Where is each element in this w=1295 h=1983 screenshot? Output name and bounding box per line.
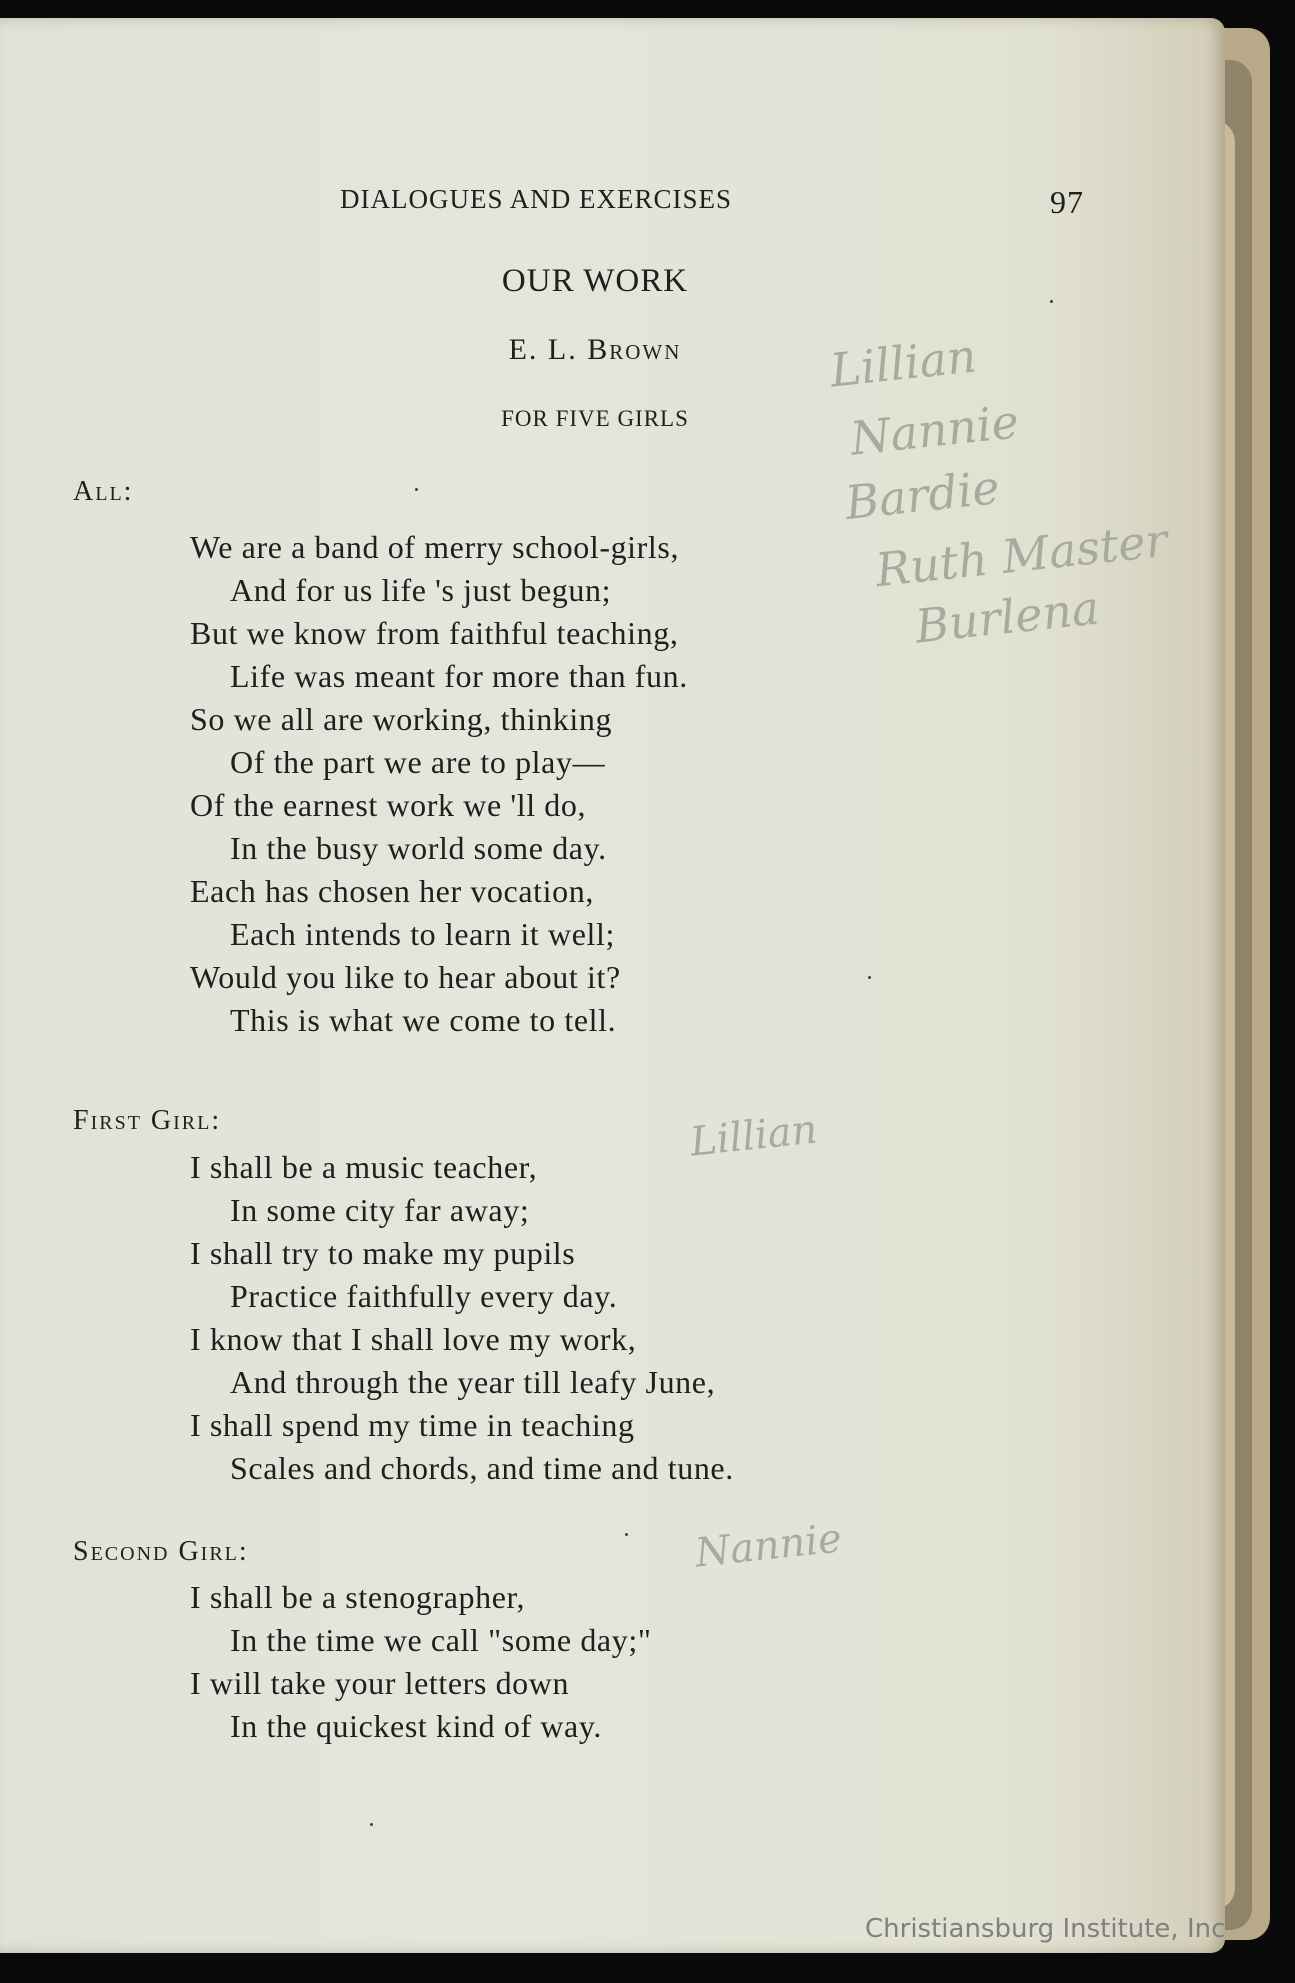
paper-speck [1050,300,1053,303]
piece-subtitle: FOR FIVE GIRLS [501,406,689,431]
verse-line: Life was meant for more than fun. [230,658,688,694]
stanza-first-girl [190,1146,734,1490]
piece-title: OUR WORK [501,263,689,299]
speaker-label-second-girl: Second Girl: [73,1536,249,1567]
handwritten-name: Bardie [842,460,1003,530]
handwritten-name-first-girl: Lillian [687,1106,820,1166]
verse-line: Scales and chords, and time and tune. [230,1450,734,1486]
verse-line: This is what we come to tell. [230,1002,617,1038]
paper-speck [625,1533,628,1536]
verse-line: But we know from faithful teaching, [190,615,679,651]
page-header [0,184,1225,224]
speaker-label-all: All: [73,476,134,507]
verse-line: In the time we call "some day;" [230,1622,652,1658]
verse-line: Of the earnest work we 'll do, [190,787,587,823]
verse-line: And through the year till leafy June, [230,1364,716,1400]
book-page [0,18,1225,1953]
handwritten-name: Ruth Master [872,512,1170,598]
verse-line: Would you like to hear about it? [190,959,621,995]
verse-line: I shall be a music teacher, [190,1149,538,1185]
verse-line: I shall be a stenographer, [190,1579,526,1615]
verse-line: I shall try to make my pupils [190,1235,576,1271]
verse-line: In the busy world some day. [230,830,607,866]
verse-line: So we all are working, thinking [190,701,613,737]
verse-line: In some city far away; [230,1192,530,1228]
watermark: Christiansburg Institute, Inc [865,1914,1226,1944]
handwritten-name-second-girl: Nannie [692,1515,844,1577]
paper-speck [868,976,871,979]
verse-line: In the quickest kind of way. [230,1708,602,1744]
verse-line: Each has chosen her vocation, [190,873,594,909]
running-title: DIALOGUES AND EXERCISES [340,184,733,214]
verse-line: I will take your letters down [190,1665,570,1701]
stanza-second-girl [190,1576,652,1748]
paper-speck [415,488,418,491]
verse-line: We are a band of merry school-girls, [190,529,680,565]
verse-line: Of the part we are to play— [230,744,606,780]
handwritten-name: Lillian [827,328,979,398]
stanza-all [190,526,688,1042]
verse-line: I shall spend my time in teaching [190,1407,635,1443]
piece-author: E. L. Brown [508,333,682,366]
verse-line: And for us life 's just begun; [230,572,612,608]
handwritten-name: Burlena [912,580,1102,654]
handwritten-name: Nannie [847,394,1022,466]
page-number: 97 [1050,184,1084,220]
verse-line: Practice faithfully every day. [230,1278,618,1314]
verse-line: I know that I shall love my work, [190,1321,637,1357]
verse-line: Each intends to learn it well; [230,916,615,952]
speaker-label-first-girl: First Girl: [73,1105,222,1136]
paper-speck [370,1823,373,1826]
